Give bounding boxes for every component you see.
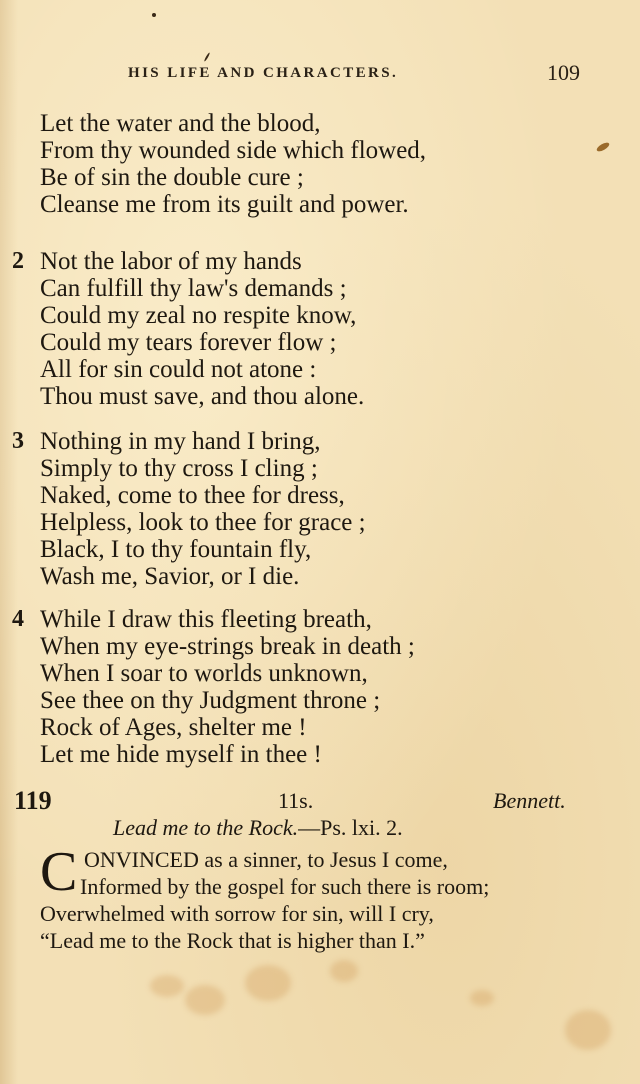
stanza-1 xyxy=(40,110,610,218)
paper-stain xyxy=(185,985,225,1015)
hymn-meter: 11s. xyxy=(278,788,314,813)
running-header-title: HIS LIFE AND CHARACTERS. xyxy=(128,65,399,81)
hymn-line-1: ONVINCED as a sinner, to Jesus I come, xyxy=(84,847,448,872)
verse-line: Rock of Ages, shelter me ! xyxy=(40,714,307,741)
drop-cap: C xyxy=(40,841,78,903)
verse-line: Let the water and the blood, xyxy=(40,110,321,137)
verse-line: Simply to thy cross I cling ; xyxy=(40,455,318,482)
subtitle-text: Lead me to the Rock. xyxy=(113,815,299,840)
verse-line: Can fulfill thy law's demands ; xyxy=(40,275,347,302)
paper-stain xyxy=(470,990,494,1006)
stanza-2 xyxy=(12,248,610,410)
verse-line: From thy wounded side which flowed, xyxy=(40,137,427,164)
stanza-4 xyxy=(12,606,610,768)
hymn-line-2: Informed by the gospel for such there is room; xyxy=(80,874,490,899)
verse-line: Let me hide myself in thee ! xyxy=(40,741,322,768)
paper-stain xyxy=(330,960,358,982)
stanza-3 xyxy=(12,428,610,590)
stanza-number: 4 xyxy=(12,606,24,632)
scripture-reference: —Ps. lxi. 2. xyxy=(298,815,403,840)
verse-line: Nothing in my hand I bring, xyxy=(40,428,321,455)
verse-line: Thou must save, and thou alone. xyxy=(40,383,365,410)
hymn-composer: Bennett. xyxy=(493,788,566,813)
verse-line: Wash me, Savior, or I die. xyxy=(40,563,300,590)
hymn-number: 119 xyxy=(14,786,52,815)
verse-line: When I soar to worlds unknown, xyxy=(40,660,368,687)
verse-line: All for sin could not atone : xyxy=(40,356,317,383)
ink-speck xyxy=(152,13,156,17)
paper-stain xyxy=(245,965,291,1001)
verse-line: Not the labor of my hands xyxy=(40,248,302,275)
hymn-line-3: Overwhelmed with sorrow for sin, will I cry, xyxy=(40,901,434,926)
verse-line: Black, I to thy fountain fly, xyxy=(40,536,312,563)
verse-line: Be of sin the double cure ; xyxy=(40,164,304,191)
stanza-number: 3 xyxy=(12,428,24,454)
verse-line: Could my tears forever flow ; xyxy=(40,329,337,356)
page-number: 109 xyxy=(547,60,580,85)
hymn-subtitle xyxy=(113,815,403,841)
hymn-line-4: “Lead me to the Rock that is higher than I.” xyxy=(40,928,425,953)
verse-line: Could my zeal no respite know, xyxy=(40,302,357,329)
verse-line: Helpless, look to thee for grace ; xyxy=(40,509,366,536)
ink-speck xyxy=(204,52,211,62)
verse-line: While I draw this fleeting breath, xyxy=(40,606,372,633)
verse-line: Cleanse me from its guilt and power. xyxy=(40,191,409,218)
verse-line: See thee on thy Judgment throne ; xyxy=(40,687,381,714)
paper-stain xyxy=(565,1010,611,1050)
stanza-number: 2 xyxy=(12,248,24,274)
verse-line: When my eye-strings break in death ; xyxy=(40,633,415,660)
verse-line: Naked, come to thee for dress, xyxy=(40,482,345,509)
paper-stain xyxy=(150,975,184,997)
